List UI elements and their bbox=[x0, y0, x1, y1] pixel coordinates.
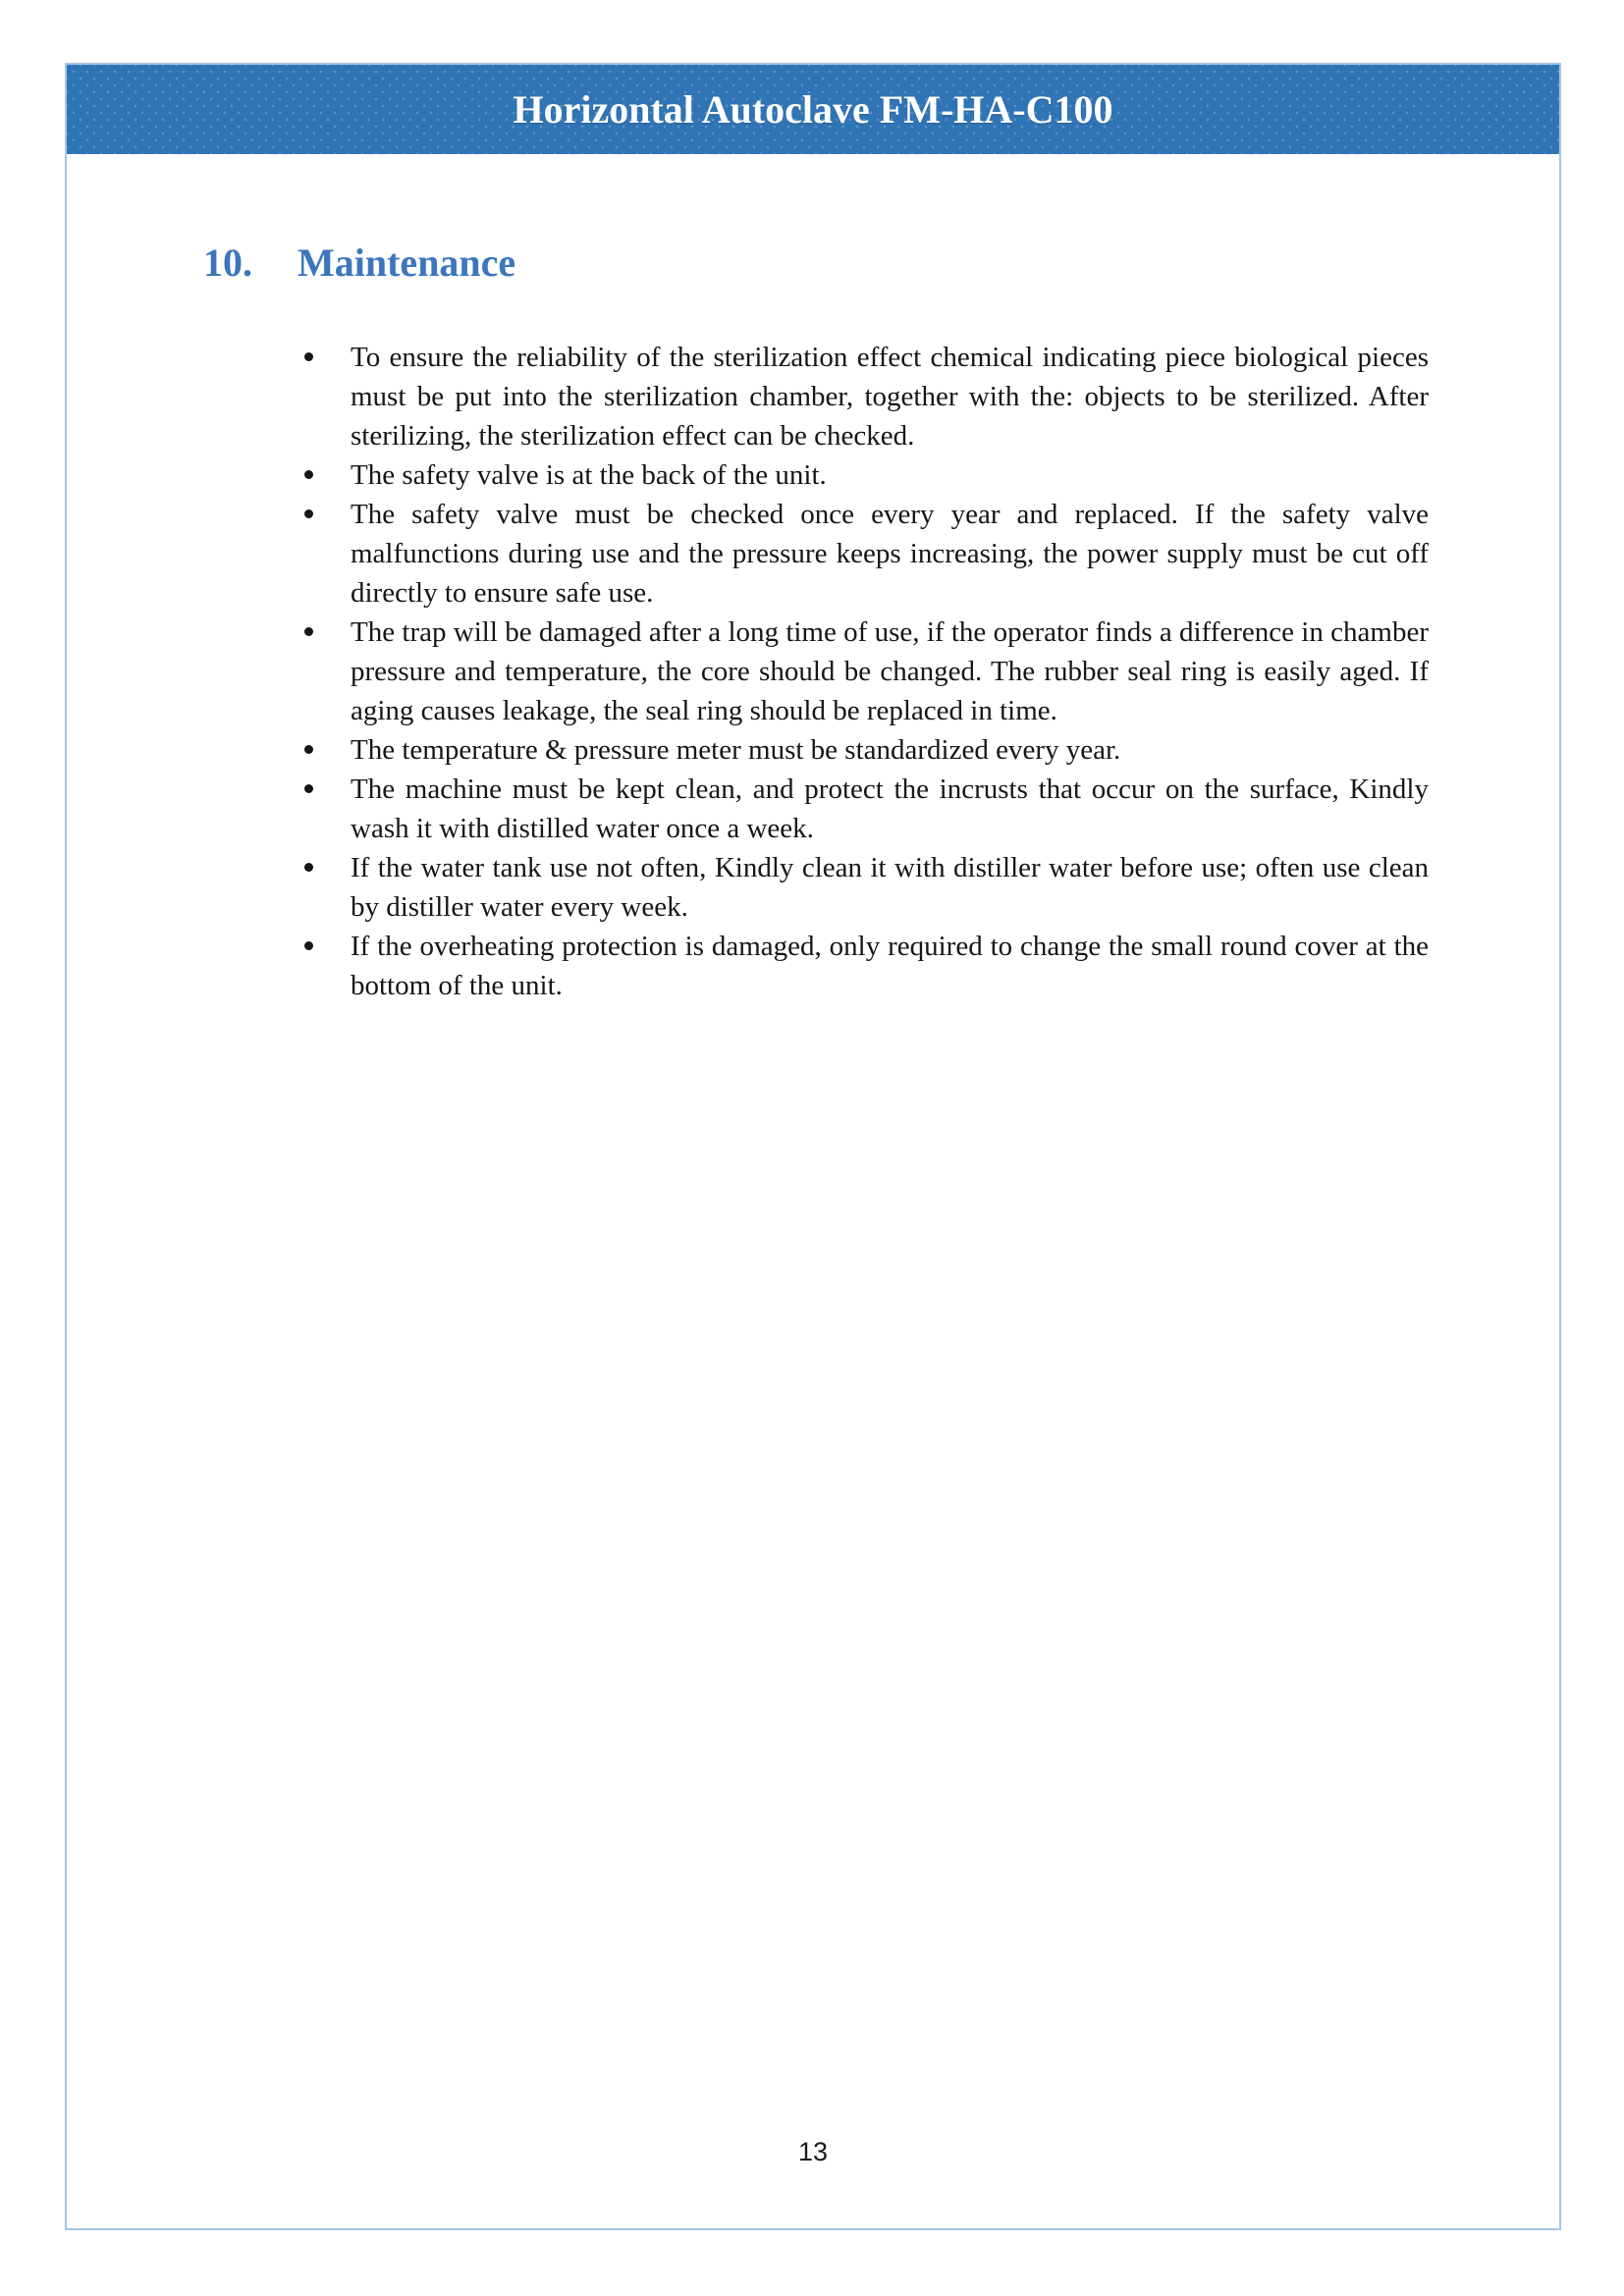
list-item-text: The machine must be kept clean, and protect the incrusts that occur on the surface, Kindly wash it with distilled water once a week. bbox=[351, 774, 1429, 844]
bullet-icon bbox=[304, 941, 313, 950]
list-item-text: If the water tank use not often, Kindly clean it with distiller water before use; often use clean by distiller water every week. bbox=[351, 852, 1429, 923]
page-number: 13 bbox=[797, 2137, 829, 2166]
list-item bbox=[351, 848, 1429, 927]
list-item bbox=[351, 927, 1429, 1005]
bullet-icon bbox=[304, 509, 313, 518]
section-number: 10. bbox=[203, 240, 252, 285]
header-banner bbox=[67, 65, 1559, 154]
list-item bbox=[351, 455, 1429, 495]
bullet-icon bbox=[304, 745, 313, 754]
bullet-icon bbox=[304, 863, 313, 872]
section-heading bbox=[203, 241, 1559, 285]
list-item bbox=[351, 338, 1429, 455]
bullet-icon bbox=[304, 352, 313, 361]
list-item-text: If the overheating protection is damaged, only required to change the small round cover at the bottom of the unit. bbox=[351, 931, 1429, 1001]
bullet-icon bbox=[304, 627, 313, 636]
list-item-text: The safety valve is at the back of the unit. bbox=[351, 459, 827, 491]
list-item-text: The safety valve must be checked once every year and replaced. If the safety valve malfunctions during use and the pressure keeps increasing, the power supply must be cut off directly to ensure safe use. bbox=[351, 499, 1429, 609]
list-item-text: The trap will be damaged after a long time of use, if the operator finds a difference in chamber pressure and temperature, the core should be changed. The rubber seal ring is easily aged. If aging causes leakage, the seal ring should be replaced in time. bbox=[351, 616, 1429, 726]
list-item-text: To ensure the reliability of the sterilization effect chemical indicating piece biological pieces must be put into the sterilization chamber, together with the: objects to be sterilized. After sterilizing, the sterilization effect can be checked. bbox=[351, 342, 1429, 452]
maintenance-list bbox=[67, 338, 1559, 1005]
list-item bbox=[351, 495, 1429, 613]
section-title: Maintenance bbox=[298, 240, 516, 285]
list-item-text: The temperature & pressure meter must be standardized every year. bbox=[351, 734, 1121, 766]
bullet-icon bbox=[304, 470, 313, 479]
list-item bbox=[351, 770, 1429, 848]
bullet-icon bbox=[304, 784, 313, 793]
document-title: Horizontal Autoclave FM-HA-C100 bbox=[513, 86, 1113, 132]
list-item bbox=[351, 730, 1429, 770]
page-frame bbox=[65, 63, 1561, 2230]
list-item bbox=[351, 613, 1429, 730]
